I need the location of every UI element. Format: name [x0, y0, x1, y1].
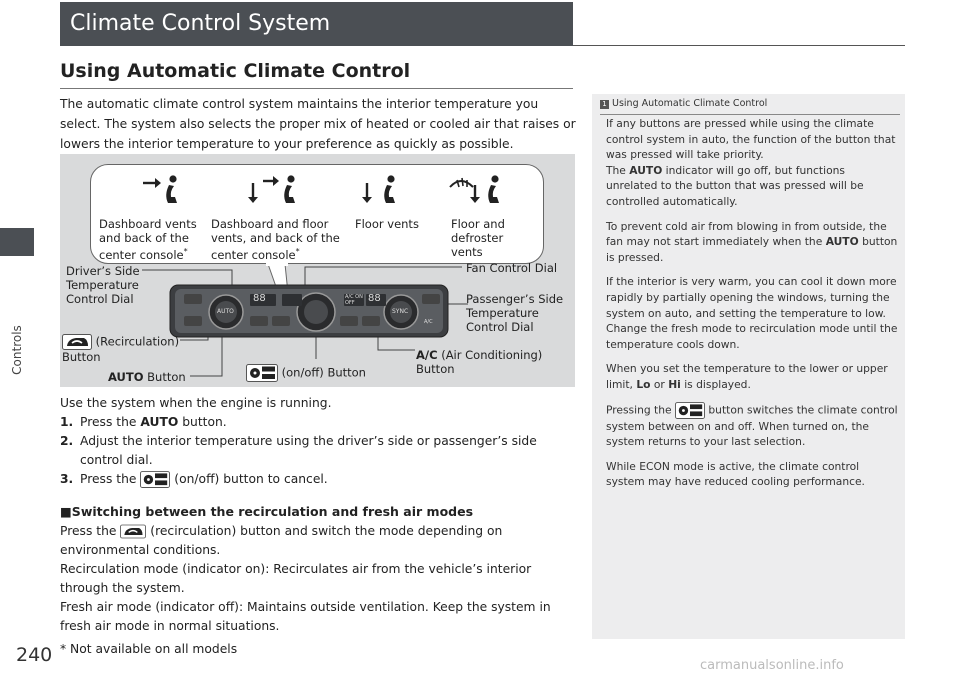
intro-paragraph: The automatic climate control system maintains the interior temperature you select. The system also selects the proper mix of heated or cooled air that raises or lowers the interior temperature to your preference as quickly as possible.	[60, 97, 576, 151]
callout-auto-button: AUTO Button	[108, 370, 186, 384]
fan-onoff-icon	[675, 402, 705, 419]
section-heading: Using Automatic Climate Control	[60, 60, 411, 82]
callout-onoff-button: (on/off) Button	[246, 364, 366, 382]
usage-steps	[60, 394, 580, 489]
fan-onoff-icon	[140, 471, 170, 488]
sidebar-note-3: If the interior is very warm, you can cool it down more rapidly by partially opening the windows, turning the system on auto, and setting the temperature to low. Change the fresh mode to recirculation mode until the temperature cools down.	[606, 275, 898, 351]
sidebar-heading: 1 Using Automatic Climate Control	[600, 98, 767, 109]
steps-intro: Use the system when the engine is running.	[60, 396, 332, 410]
page-title: Climate Control System	[70, 11, 331, 36]
recirc-paragraph-3: Fresh air mode (indicator off): Maintains outside ventilation. Keep the system in fresh air mode in normal situations.	[60, 600, 551, 633]
section-label: Controls	[10, 325, 24, 375]
sidebar-note-4: When you set the temperature to the lower or upper limit, Lo or Hi is displayed.	[606, 362, 888, 391]
sidebar-note-2: To prevent cold air from blowing in from outside, the fan may not start immediately when the AUTO button is pressed.	[606, 219, 898, 264]
sidebar-note-5: Pressing the button switches the climate control system between on and off. When turned on, the system returns to your last selection.	[606, 403, 898, 449]
recirc-body	[60, 522, 580, 636]
panel-display-right: 88	[368, 293, 381, 304]
watermark: carmanualsonline.info	[700, 658, 844, 673]
vent-label-floor-defroster: Floor and defroster vents	[451, 217, 505, 259]
heading-rule	[60, 88, 573, 89]
page-number: 240	[16, 644, 53, 666]
sidebar-note-6: While ECON mode is active, the climate control system may have reduced cooling performance.	[606, 459, 865, 489]
vent-label-dashboard-floor: Dashboard and floor vents, and back of the center console*	[211, 217, 340, 262]
climate-panel-figure	[60, 154, 575, 387]
panel-ac-on-label: A/C ON OFF	[345, 294, 363, 306]
panel-display-left: 88	[253, 293, 266, 304]
panel-auto-label: AUTO	[217, 308, 234, 315]
step-1: 1. Press the AUTO button.	[60, 415, 227, 429]
panel-sync-label: SYNC	[392, 308, 409, 315]
callout-ac-button: A/C (Air Conditioning) Button	[416, 348, 543, 376]
footnote: * Not available on all models	[60, 642, 238, 656]
fan-onoff-icon	[246, 364, 278, 382]
notes-sidebar	[592, 94, 905, 639]
panel-ac-label: A/C	[424, 319, 433, 325]
recirculation-icon	[120, 524, 146, 539]
section-tab	[0, 228, 34, 256]
callout-passenger-dial: Passenger’s Side Temperature Control Dial	[466, 292, 564, 334]
sidebar-rule	[600, 114, 900, 115]
recirculation-icon	[62, 334, 92, 350]
sidebar-note-1: If any buttons are pressed while using the climate control system in auto, the function of the button that was pressed will take priority. The AUTO indicator will go off, but functions unrelated to the button that was pressed will be controlled automatically.	[606, 117, 896, 208]
title-rule	[573, 45, 905, 46]
vent-label-floor: Floor vents	[355, 217, 419, 231]
callout-fan-dial: Fan Control Dial	[466, 261, 558, 275]
recirc-paragraph-2: Recirculation mode (indicator on): Recirculates air from the vehicle’s interior through the system.	[60, 562, 532, 595]
step-2: 2. Adjust the interior temperature using the driver’s side or passenger’s side control dial.	[60, 434, 537, 467]
sidebar-text	[606, 116, 898, 499]
vent-label-dashboard: Dashboard vents and back of the center console*	[99, 217, 197, 262]
step-3: 3. Press the (on/off) button to cancel.	[60, 472, 328, 486]
page-title-bar	[60, 2, 573, 46]
callout-recirc-button: (Recirculation) Button	[62, 334, 180, 364]
callout-driver-dial: Driver’s Side Temperature Control Dial	[66, 264, 140, 306]
recirc-paragraph-1: Press the (recirculation) button and switch the mode depending on environmental conditions.	[60, 524, 503, 557]
recirc-heading: ■Switching between the recirculation and fresh air modes	[60, 504, 474, 519]
